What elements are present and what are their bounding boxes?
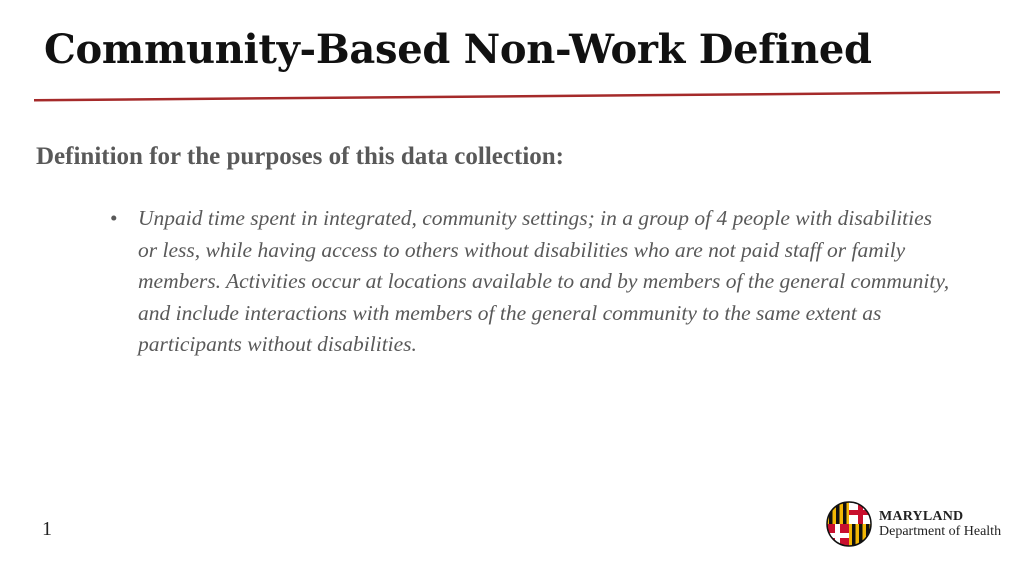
definition-heading: Definition for the purposes of this data collection: [36, 143, 564, 170]
definition-text: Unpaid time spent in integrated, community settings; in a group of 4 people with disabilities or less, while having access to others without disabilities who are not paid staff or family members. Activities occur at locations available to and by members of the general community, and include interactions with members of the general community to the same extent as participants without disabilities. [138, 206, 950, 356]
title-divider [34, 90, 1000, 102]
page-number: 1 [42, 518, 52, 540]
definition-list [110, 203, 950, 361]
logo-state-name: MARYLAND [879, 509, 964, 524]
list-item [110, 203, 950, 361]
maryland-flag-emblem-icon [826, 501, 872, 547]
slide-title: Community-Based Non-Work Defined [44, 26, 872, 73]
maryland-department-of-health-logo [826, 501, 1016, 549]
logo-department-name: Department of Health [879, 524, 1002, 539]
bullet-icon: • [110, 206, 118, 230]
